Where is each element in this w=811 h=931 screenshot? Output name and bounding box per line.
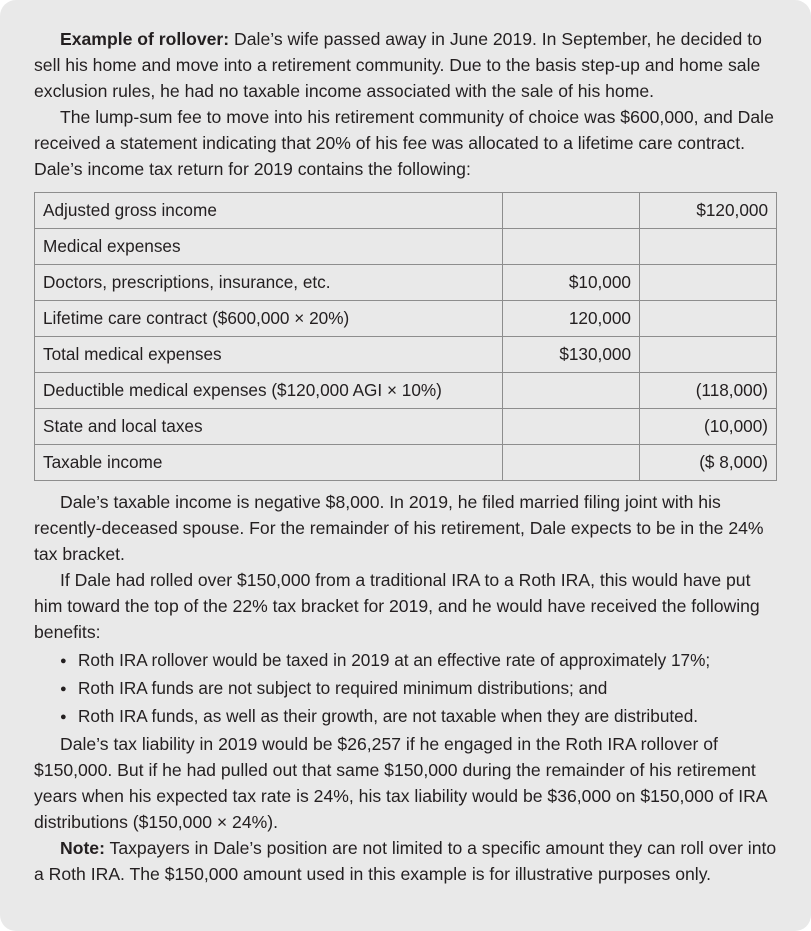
- example-rollover-text: Dale’s wife passed away in June 2019. In September, he decided to sell his home and move into a retirement community. Due to the basis step-up and home sale exclusion rules, he had no taxable income associated with the sale of his home.: [34, 29, 762, 101]
- row-right-value: [640, 265, 777, 301]
- note-lead: Note:: [60, 838, 105, 858]
- row-label: Lifetime care contract ($600,000 × 20%): [35, 301, 503, 337]
- row-label: Medical expenses: [35, 229, 503, 265]
- row-mid-value: [503, 409, 640, 445]
- note-text: Taxpayers in Dale’s position are not limited to a specific amount they can roll over into a Roth IRA. The $150,000 amount used in this example is for illustrative purposes only.: [34, 838, 777, 884]
- row-right-value: $120,000: [640, 193, 777, 229]
- table-row: [35, 229, 777, 265]
- table-row: [35, 409, 777, 445]
- benefits-list: [34, 647, 777, 729]
- row-mid-value: [503, 373, 640, 409]
- row-mid-value: 120,000: [503, 301, 640, 337]
- row-mid-value: $10,000: [503, 265, 640, 301]
- paragraph-rollover-scenario: If Dale had rolled over $150,000 from a traditional IRA to a Roth IRA, this would have put him toward the top of the 22% tax bracket for 2019, and he would have received the following benefits:: [34, 570, 760, 642]
- row-mid-value: [503, 193, 640, 229]
- row-label: Adjusted gross income: [35, 193, 503, 229]
- paragraph-lump-sum-fee: The lump-sum fee to move into his retirement community of choice was $600,000, and Dale received a statement indicating that 20% of his fee was allocated to a lifetime care contract. Dale’s income tax return for 2019 contains the following:: [34, 107, 774, 179]
- row-label: State and local taxes: [35, 409, 503, 445]
- list-item: ● Roth IRA rollover would be taxed in 2019 at an effective rate of approximately 17%;: [34, 647, 777, 673]
- table-row: [35, 445, 777, 481]
- tax-return-table-body: [35, 193, 777, 481]
- table-row: [35, 265, 777, 301]
- list-item: ● Roth IRA funds are not subject to required minimum distributions; and: [34, 675, 777, 701]
- row-right-value: [640, 337, 777, 373]
- row-right-value: (118,000): [640, 373, 777, 409]
- row-right-value: (10,000): [640, 409, 777, 445]
- paragraph-taxable-income: Dale’s taxable income is negative $8,000. In 2019, he filed married filing joint with his recently-deceased spouse. For the remainder of his retirement, Dale expects to be in the 24% tax bracket.: [34, 492, 764, 564]
- row-right-value: [640, 229, 777, 265]
- example-rollover-lead: Example of rollover:: [60, 29, 230, 49]
- tax-return-table: [34, 192, 777, 481]
- document-body: [34, 26, 777, 887]
- table-row: [35, 337, 777, 373]
- row-mid-value: [503, 229, 640, 265]
- paragraph-example-rollover: [34, 26, 777, 104]
- row-label: Deductible medical expenses ($120,000 AGI × 10%): [35, 373, 503, 409]
- row-right-value: [640, 301, 777, 337]
- row-mid-value: [503, 445, 640, 481]
- table-row: [35, 301, 777, 337]
- paragraph-note: [34, 835, 777, 887]
- row-right-value: ($ 8,000): [640, 445, 777, 481]
- row-mid-value: $130,000: [503, 337, 640, 373]
- table-row: [35, 373, 777, 409]
- row-label: Total medical expenses: [35, 337, 503, 373]
- list-item: ● Roth IRA funds, as well as their growth, are not taxable when they are distributed.: [34, 703, 777, 729]
- paragraph-tax-liability: Dale’s tax liability in 2019 would be $26,257 if he engaged in the Roth IRA rollover of $150,000. But if he had pulled out that same $150,000 during the remainder of his retirement years when his expected tax rate is 24%, his tax liability would be $36,000 on $150,000 of IRA distributions ($150,000 × 24%).: [34, 734, 767, 832]
- row-label: Taxable income: [35, 445, 503, 481]
- row-label: Doctors, prescriptions, insurance, etc.: [35, 265, 503, 301]
- table-row: [35, 193, 777, 229]
